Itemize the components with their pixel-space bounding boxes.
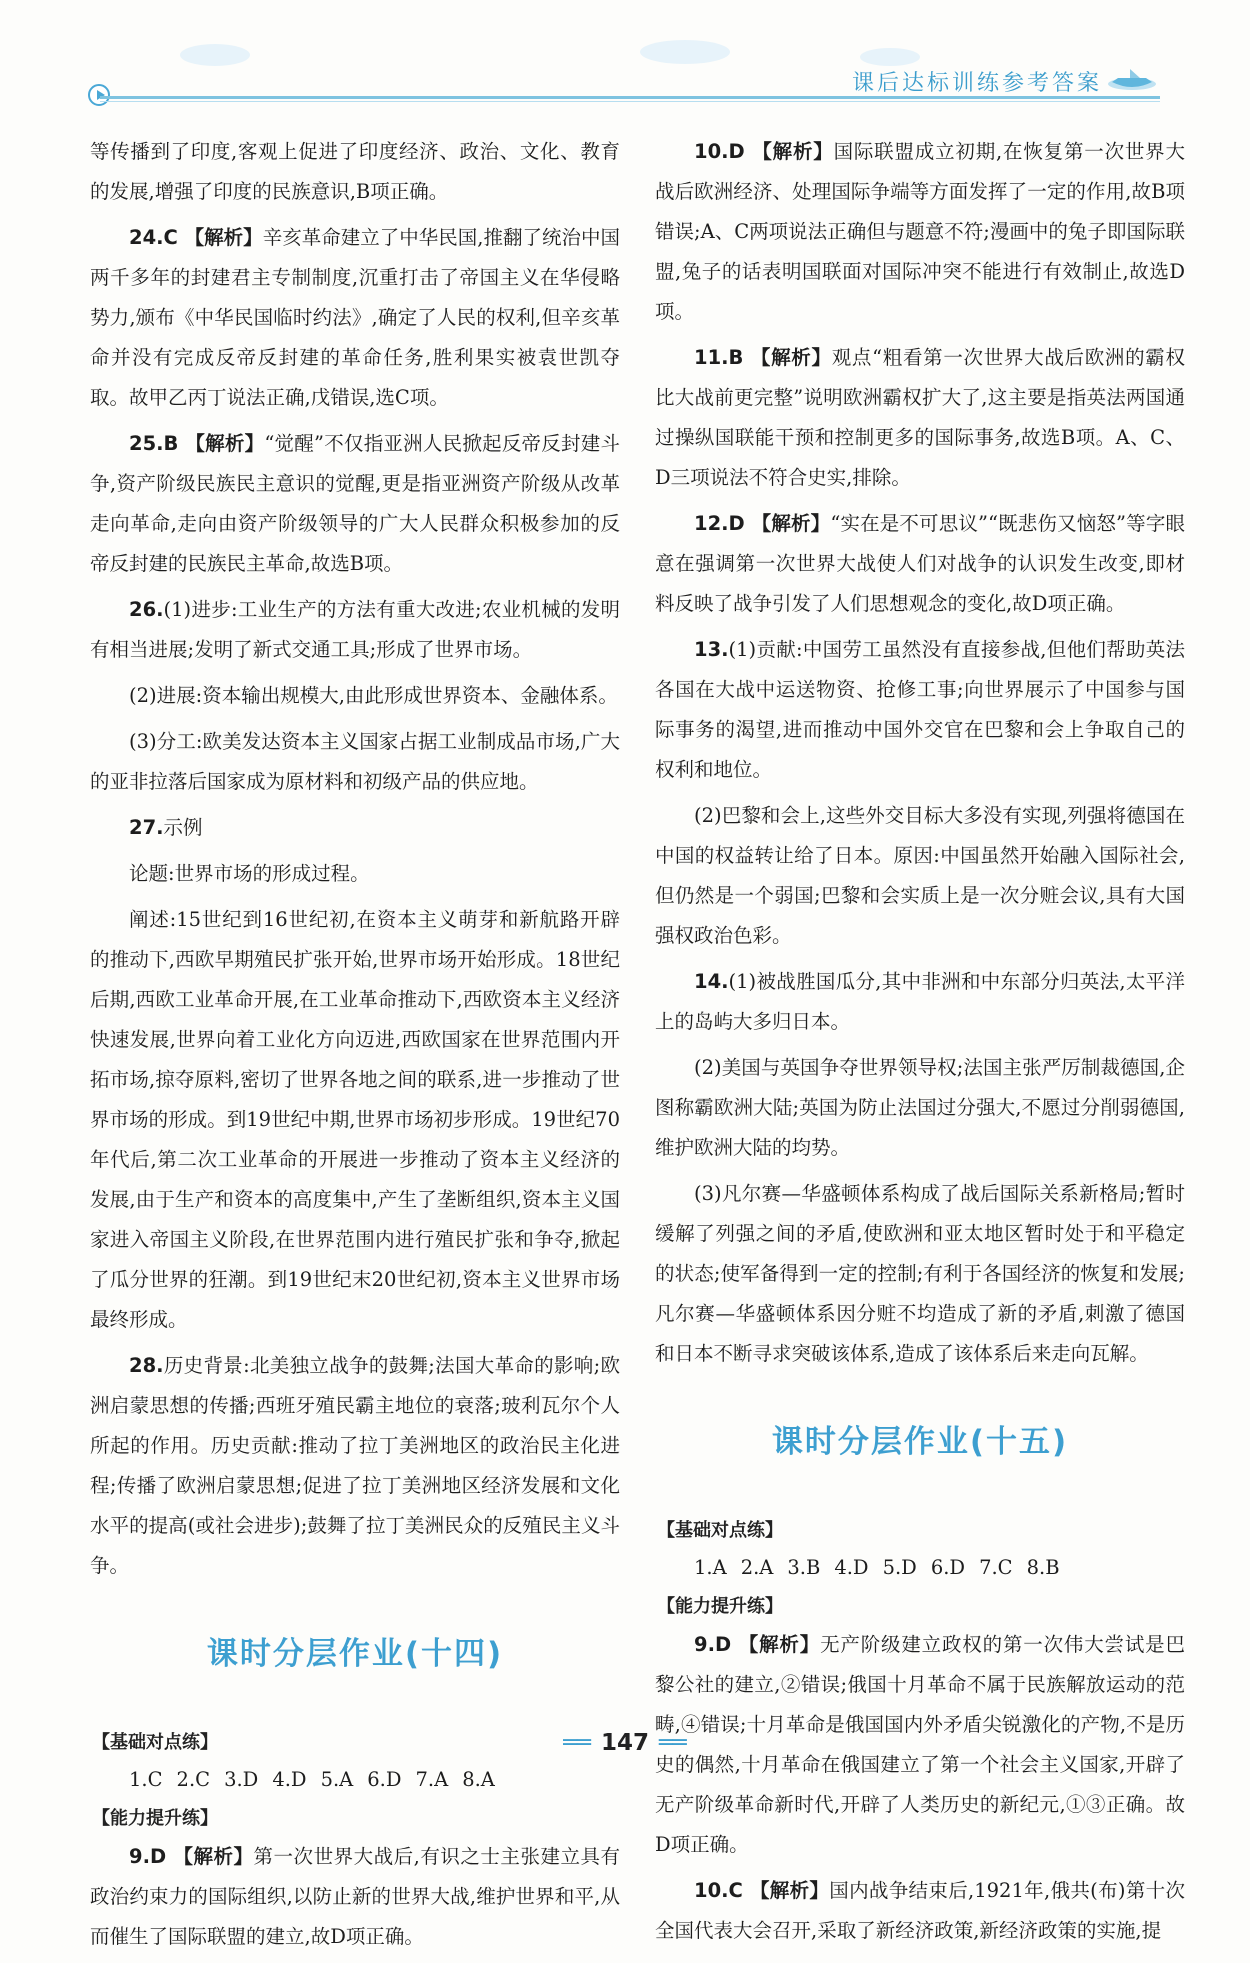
answer-9: 9.D 【解析】无产阶级建立政权的第一次伟大尝试是巴黎公社的建立,②错误;俄国十月革命不属于民族解放运动的范畴,④错误;十月革命是俄国国内外矛盾尖锐激化的产物,不是历史的偶然,十月革命在俄国建立了第一个社会主义国家,开辟了无产阶级革命新时代,开辟了人类历史的新纪元,①③正确。故D项正确。 [655, 1633, 1185, 1856]
paragraph: (2)进展:资本输出规模大,由此形成世界资本、金融体系。 [129, 684, 618, 707]
paragraph: 阐述:15世纪到16世纪初,在资本主义萌芽和新航路开辟的推动下,西欧早期殖民扩张开始,世界市场开始形成。18世纪后期,西欧工业革命开展,在工业革命推动下,西欧资本主义经济快速发展,世界向着工业化方向迈进,西欧国家在世界范围内开拓市场,掠夺原料,密切了世界各地之间的联系,进一步推动了世界市场的形成。到19世纪中期,世界市场初步形成。19世纪70年代后,第二次工业革命的开展进一步推动了资本主义经济的发展,由于生产和资本的高度集中,产生了垄断组织,资本主义国家进入帝国主义阶段,在世界范围内进行殖民扩张和争夺,掀起了瓜分世界的狂潮。到19世纪末20世纪初,资本主义世界市场最终形成。 [90, 908, 620, 1331]
cloud-decoration [640, 40, 730, 64]
cloud-decoration [180, 44, 250, 66]
ability-practice-label: 【能力提升练】 [657, 1596, 783, 1617]
answer-10: 10.C 【解析】国内战争结束后,1921年,俄共(布)第十次全国代表大会召开,采取了新经济政策,新经济政策的实施,提 [655, 1879, 1185, 1942]
section-title-14: 课时分层作业(十四) [206, 1636, 504, 1672]
left-column [90, 132, 620, 1963]
answer-13: 13.(1)贡献:中国劳工虽然没有直接参战,但他们帮助英法各国在大战中运送物资、抢修工事;向世界展示了中国参与国际事务的渴望,进而推动中国外交官在巴黎和会上争取自己的权利和地位。 [655, 638, 1185, 781]
answer-26: 26.(1)进步:工业生产的方法有重大改进;农业机械的发明有相当进展;发明了新式交通工具;形成了世界市场。 [90, 598, 620, 661]
right-column [655, 132, 1185, 1957]
answer-24: 24.C 【解析】辛亥革命建立了中华民国,推翻了统治中国两千多年的封建君主专制制度,沉重打击了帝国主义在华侵略势力,颁布《中华民国临时约法》,确定了人民的权利,但辛亥革命并没有完成反帝反封建的革命任务,胜利果实被袁世凯夺取。故甲乙丙丁说法正确,戊错误,选C项。 [90, 226, 620, 409]
paragraph: (2)美国与英国争夺世界领导权;法国主张严厉制裁德国,企图称霸欧洲大陆;英国为防止法国过分强大,不愿过分削弱德国,维护欧洲大陆的均势。 [655, 1056, 1185, 1159]
answer-28: 28.历史背景:北美独立战争的鼓舞;法国大革命的影响;欧洲启蒙思想的传播;西班牙殖民霸主地位的衰落;玻利瓦尔个人所起的作用。历史贡献:推动了拉丁美洲地区的政治民主化进程;传播了欧洲启蒙思想;促进了拉丁美洲地区经济发展和文化水平的提高(或社会进步);鼓舞了拉丁美洲民众的反殖民主义斗争。 [90, 1354, 620, 1577]
answer-9: 9.D 【解析】第一次世界大战后,有识之士主张建立具有政治约束力的国际组织,以防止新的世界大战,维护世界和平,从而催生了国际联盟的建立,故D项正确。 [90, 1845, 620, 1948]
paragraph: 等传播到了印度,客观上促进了印度经济、政治、文化、教育的发展,增强了印度的民族意识,B项正确。 [90, 140, 620, 203]
paragraph: (3)分工:欧美发达资本主义国家占据工业制成品市场,广大的亚非拉落后国家成为原材料和初级产品的供应地。 [90, 730, 620, 793]
header-rule-thin [100, 101, 1160, 102]
footer-dash-right: ══ [659, 1730, 687, 1756]
basic-practice-label: 【基础对点练】 [657, 1520, 783, 1541]
answer-11: 11.B 【解析】观点“粗看第一次世界大战后欧洲的霸权比大战前更完整”说明欧洲霸权扩大了,这主要是指英法两国通过操纵国联能干预和控制更多的国际事务,故选B项。A、C、D三项说法不符合史实,排除。 [655, 346, 1185, 489]
answer-27: 27.示例 [129, 816, 203, 839]
footer-dash-left: ══ [563, 1730, 591, 1756]
page-number: 147 [600, 1730, 649, 1756]
basic-practice-label: 【基础对点练】 [92, 1732, 218, 1753]
answer-14: 14.(1)被战胜国瓜分,其中非洲和中东部分归英法,太平洋上的岛屿大多归日本。 [655, 970, 1185, 1033]
answer-25: 25.B 【解析】“觉醒”不仅指亚洲人民掀起反帝反封建斗争,资产阶级民族民主意识的觉醒,更是指亚洲资产阶级从改革走向革命,走向由资产阶级领导的广大人民群众积极参加的反帝反封建的民族民主革命,故选B项。 [90, 432, 620, 575]
play-circle-icon [88, 84, 110, 106]
cloud-decoration [860, 48, 920, 66]
boat-icon [1106, 66, 1158, 92]
paragraph: (3)凡尔赛—华盛顿体系构成了战后国际关系新格局;暂时缓解了列强之间的矛盾,使欧洲和亚太地区暂时处于和平稳定的状态;使军备得到一定的控制;有利于各国经济的恢复和发展;凡尔赛—华盛顿体系因分赃不均造成了新的矛盾,刺激了德国和日本不断寻求突破该体系,造成了该体系后来走向瓦解。 [655, 1182, 1185, 1365]
section-title-15: 课时分层作业(十五) [771, 1424, 1069, 1460]
header-title: 课后达标训练参考答案 [851, 71, 1102, 96]
answer-12: 12.D 【解析】“实在是不可思议”“既悲伤又恼怒”等字眼意在强调第一次世界大战使人们对战争的认识发生改变,即材料反映了战争引发了人们思想观念的变化,故D项正确。 [655, 512, 1185, 615]
page-footer [0, 1730, 1250, 1756]
answer-10: 10.D 【解析】国际联盟成立初期,在恢复第一次世界大战后欧洲经济、处理国际争端等方面发挥了一定的作用,故B项错误;A、C两项说法正确但与题意不符;漫画中的兔子即国际联盟,兔子的话表明国联面对国际冲突不能进行有效制止,故选D项。 [655, 140, 1185, 323]
answer-list: 1.A 2.A 3.B 4.D 5.D 6.D 7.C 8.B [694, 1556, 1060, 1579]
answer-list: 1.C 2.C 3.D 4.D 5.A 6.D 7.A 8.A [129, 1768, 495, 1791]
page-header [0, 0, 1250, 110]
paragraph: 论题:世界市场的形成过程。 [129, 862, 370, 885]
paragraph: (2)巴黎和会上,这些外交目标大多没有实现,列强将德国在中国的权益转让给了日本。原因:中国虽然开始融入国际社会,但仍然是一个弱国;巴黎和会实质上是一次分赃会议,具有大国强权政治色彩。 [655, 804, 1185, 947]
ability-practice-label: 【能力提升练】 [92, 1808, 218, 1829]
